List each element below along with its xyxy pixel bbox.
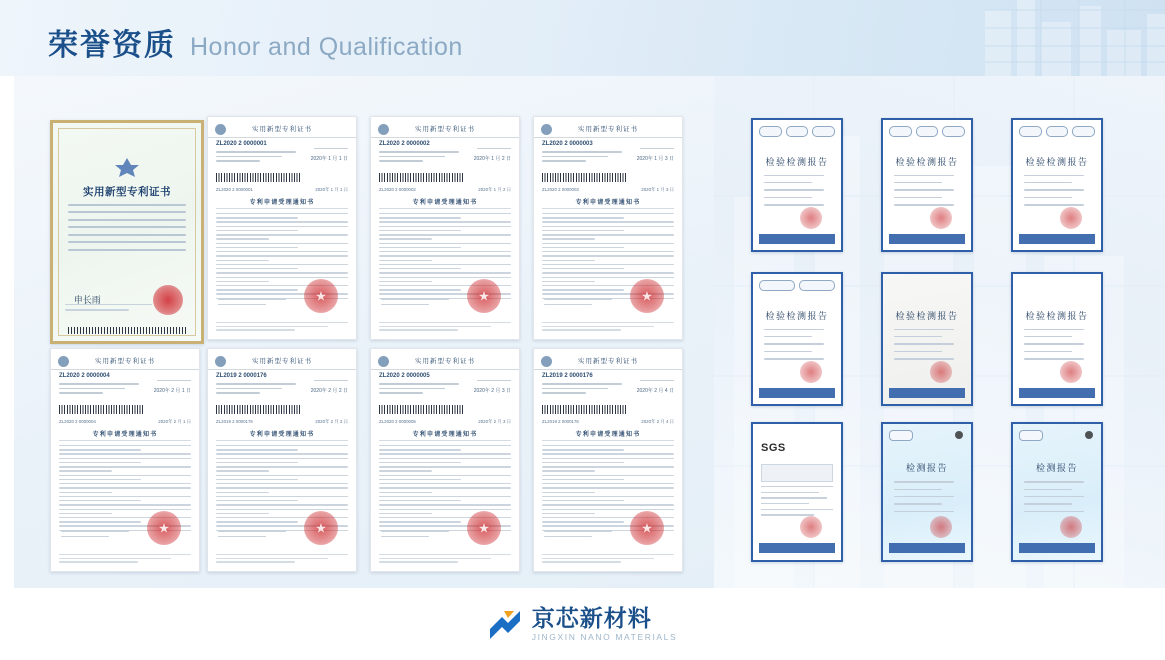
official-seal-icon — [147, 511, 181, 545]
official-seal-icon — [467, 511, 501, 545]
patent-barcode — [216, 173, 302, 182]
sheet-header-title: 实用新型专利证书 — [415, 126, 475, 133]
sgs-field-rows — [761, 486, 833, 520]
report-footer-band — [1019, 388, 1095, 398]
patent-date-text: 2020年 2 月 1 日 — [153, 388, 191, 395]
code-left: ZL2019 2 0000176 — [216, 419, 253, 424]
sgs-header-block — [761, 464, 833, 482]
patent-subtitle: 专利申请受理通知书 — [575, 200, 641, 206]
accreditation-logos — [1019, 126, 1095, 137]
divider — [216, 440, 348, 441]
patent-subtitle: 专利申请受理通知书 — [249, 432, 315, 438]
patent-date-text: 2020年 2 月 4 日 — [636, 388, 674, 395]
sheet-header — [208, 122, 356, 138]
patent-date-text: 2020年 2 月 3 日 — [473, 388, 511, 395]
code-left: ZL2020 2 0000001 — [216, 187, 253, 192]
report-field-rows — [894, 481, 963, 518]
patent-subtitle: 专利申请受理通知书 — [249, 200, 315, 206]
cma-logo-icon — [889, 126, 912, 137]
test-report-7[interactable] — [881, 422, 973, 562]
patent-code-row — [216, 187, 348, 193]
report-title: 检验检测报告 — [765, 311, 829, 322]
official-seal-icon — [304, 279, 338, 313]
sheet-header-title: 实用新型专利证书 — [415, 358, 475, 365]
code-right: 2020年 2 月 2 日 — [315, 419, 348, 424]
sheet-header — [534, 122, 682, 138]
report-field-rows — [894, 329, 963, 366]
patent-meta-lines — [542, 151, 622, 165]
patent-certificate-3[interactable] — [533, 116, 683, 340]
seal-dot-icon — [1085, 431, 1093, 439]
patent-code-row — [379, 187, 511, 193]
report-footer-band — [759, 388, 835, 398]
divider — [216, 208, 348, 209]
report-title: 检测报告 — [1035, 462, 1078, 473]
patent-date — [626, 145, 674, 162]
patent-barcode — [542, 405, 628, 414]
patent-date-text: 2020年 1 月 1 日 — [310, 156, 348, 163]
test-report-8[interactable] — [1011, 422, 1103, 562]
patent-barcode — [379, 173, 465, 182]
official-seal-icon — [630, 279, 664, 313]
cma-logo-icon — [759, 280, 795, 291]
report-footer-band — [1019, 234, 1095, 244]
report-footer-band — [1019, 543, 1095, 553]
certificate-utility-model[interactable] — [50, 120, 204, 344]
cma-logo-icon — [759, 126, 782, 137]
slide-body — [0, 76, 1165, 588]
report-field-rows — [1024, 329, 1093, 366]
official-seal-icon — [930, 207, 952, 229]
patent-code-row — [379, 419, 511, 425]
report-footer-band — [889, 234, 965, 244]
report-title: 检验检测报告 — [1025, 157, 1089, 168]
code-right: 2020年 2 月 1 日 — [158, 419, 191, 424]
sheet-header-title: 实用新型专利证书 — [252, 358, 312, 365]
company-logo — [0, 588, 1165, 660]
code-left: ZL2020 2 0000003 — [542, 187, 579, 192]
patent-number: ZL2019 2 0000176 — [542, 373, 593, 379]
sheet-header — [371, 122, 519, 138]
cnas-logo-icon — [1046, 126, 1069, 137]
code-right: 2020年 2 月 4 日 — [641, 419, 674, 424]
test-report-2[interactable] — [881, 118, 973, 252]
patent-meta-lines — [216, 383, 296, 397]
test-report-5[interactable] — [881, 272, 973, 406]
patent-date — [626, 377, 674, 394]
patent-code-row — [542, 187, 674, 193]
report-field-rows — [764, 329, 833, 366]
patent-date — [463, 145, 511, 162]
code-left: ZL2019 2 0000176 — [542, 419, 579, 424]
sheet-header — [371, 354, 519, 370]
page-title-cn: 荣誉资质 — [48, 29, 176, 62]
page-title-en: Honor and Qualification — [190, 33, 463, 61]
code-right: 2020年 1 月 1 日 — [315, 187, 348, 192]
patent-signature-lines — [381, 530, 449, 541]
test-report-4[interactable] — [751, 272, 843, 406]
patent-number: ZL2020 2 0000002 — [379, 141, 430, 147]
ilac-mra-logo-icon — [812, 126, 835, 137]
slide-header — [0, 0, 1165, 76]
patent-certificate-2[interactable] — [370, 116, 520, 340]
code-left: ZL2020 2 0000004 — [59, 419, 96, 424]
logo-name-en: JINGXIN NANO MATERIALS — [531, 631, 678, 642]
report-footer-band — [759, 543, 835, 553]
city-skyline-decoration — [835, 0, 1165, 76]
cnas-logo-icon — [889, 430, 913, 441]
report-field-rows — [764, 175, 833, 212]
certificate-barcode — [68, 327, 186, 334]
patent-footer-lines — [542, 322, 674, 333]
test-report-3[interactable] — [1011, 118, 1103, 252]
official-seal-icon — [800, 207, 822, 229]
report-title: 检测报告 — [905, 462, 948, 473]
test-report-sgs[interactable] — [751, 422, 843, 562]
cma-logo-icon — [1019, 126, 1042, 137]
test-report-1[interactable] — [751, 118, 843, 252]
patent-barcode — [216, 405, 302, 414]
report-footer-band — [759, 234, 835, 244]
patent-meta-lines — [542, 383, 622, 397]
sgs-logo-text: SGS — [761, 442, 786, 454]
slide-footer — [0, 588, 1165, 660]
code-right: 2020年 2 月 3 日 — [478, 419, 511, 424]
patent-footer-lines — [59, 554, 191, 565]
sheet-header — [208, 354, 356, 370]
official-seal-icon — [1060, 516, 1082, 538]
official-seal-icon — [304, 511, 338, 545]
official-seal-icon — [153, 285, 183, 315]
patent-certificate-6[interactable] — [370, 348, 520, 572]
official-seal-icon — [930, 516, 952, 538]
accreditation-logos — [759, 280, 835, 291]
patent-signature-lines — [218, 298, 286, 309]
report-field-rows — [1024, 481, 1093, 518]
report-field-rows — [894, 175, 963, 212]
patent-certificate-1[interactable] — [207, 116, 357, 340]
logo-text — [531, 604, 678, 642]
patent-subtitle: 专利申请受理通知书 — [412, 200, 478, 206]
divider — [379, 440, 511, 441]
patent-certificate-7[interactable] — [533, 348, 683, 572]
patent-number: ZL2019 2 0000176 — [216, 373, 267, 379]
code-left: ZL2020 2 0000005 — [379, 419, 416, 424]
report-footer-band — [889, 388, 965, 398]
patent-footer-lines — [216, 322, 348, 333]
logo-name-cn: 京芯新材料 — [531, 604, 652, 631]
patent-meta-lines — [379, 151, 459, 165]
official-seal-icon — [800, 361, 822, 383]
sheet-header-title: 实用新型专利证书 — [95, 358, 155, 365]
code-right: 2020年 1 月 3 日 — [641, 187, 674, 192]
patent-footer-lines — [379, 322, 511, 333]
patent-date-text: 2020年 1 月 3 日 — [636, 156, 674, 163]
national-emblem-icon — [112, 156, 142, 178]
patent-code-row — [59, 419, 191, 425]
code-left: ZL2020 2 0000002 — [379, 187, 416, 192]
patent-date — [463, 377, 511, 394]
report-title: 检验检测报告 — [765, 157, 829, 168]
patent-date-text: 2020年 2 月 2 日 — [310, 388, 348, 395]
patent-signature-lines — [544, 530, 612, 541]
report-title: 检验检测报告 — [895, 311, 959, 322]
logo-mark-icon — [488, 607, 522, 641]
report-title: 检验检测报告 — [895, 157, 959, 168]
patent-code-row — [216, 419, 348, 425]
patent-subtitle: 专利申请受理通知书 — [412, 432, 478, 438]
patent-meta-lines — [379, 383, 459, 397]
patent-meta-lines — [216, 151, 296, 165]
patent-meta-lines — [59, 383, 139, 397]
sheet-header — [534, 354, 682, 370]
patent-date — [300, 145, 348, 162]
report-title: 检验检测报告 — [1025, 311, 1089, 322]
code-right: 2020年 1 月 2 日 — [478, 187, 511, 192]
seal-dot-icon — [955, 431, 963, 439]
patent-code-row — [542, 419, 674, 425]
patent-footer-lines — [379, 554, 511, 565]
cnas-logo-icon — [1019, 430, 1043, 441]
patent-number: ZL2020 2 0000001 — [216, 141, 267, 147]
ilac-mra-logo-icon — [1072, 126, 1095, 137]
certificate-title: 实用新型专利证书 — [83, 186, 171, 199]
patent-subtitle: 专利申请受理通知书 — [575, 432, 641, 438]
patent-number: ZL2020 2 0000003 — [542, 141, 593, 147]
test-report-6[interactable] — [1011, 272, 1103, 406]
certificate-fields — [68, 204, 186, 257]
divider — [542, 208, 674, 209]
divider — [379, 208, 511, 209]
official-seal-icon — [1060, 361, 1082, 383]
official-seal-icon — [630, 511, 664, 545]
report-field-rows — [1024, 175, 1093, 212]
accreditation-logos — [889, 126, 965, 137]
patent-footer-lines — [216, 554, 348, 565]
report-footer-band — [889, 543, 965, 553]
patent-subtitle: 专利申请受理通知书 — [92, 432, 158, 438]
official-seal-icon — [467, 279, 501, 313]
sheet-header-title: 实用新型专利证书 — [252, 126, 312, 133]
page-title — [48, 20, 463, 64]
certificate-signature: 申长雨 — [73, 295, 101, 306]
divider — [542, 440, 674, 441]
cnas-logo-icon — [799, 280, 835, 291]
sheet-header — [51, 354, 199, 370]
cnas-logo-icon — [916, 126, 939, 137]
official-seal-icon — [800, 516, 822, 538]
patent-date-text: 2020年 1 月 2 日 — [473, 156, 511, 163]
patent-barcode — [379, 405, 465, 414]
ilac-mra-logo-icon — [942, 126, 965, 137]
official-seal-icon — [930, 361, 952, 383]
patent-date — [300, 377, 348, 394]
patent-signature-lines — [61, 530, 129, 541]
patent-certificate-5[interactable] — [207, 348, 357, 572]
patent-date — [143, 377, 191, 394]
patent-footer-lines — [542, 554, 674, 565]
patent-barcode — [59, 405, 145, 414]
cnas-logo-icon — [786, 126, 809, 137]
patent-number: ZL2020 2 0000004 — [59, 373, 110, 379]
patent-barcode — [542, 173, 628, 182]
sheet-header-title: 实用新型专利证书 — [578, 358, 638, 365]
patent-signature-lines — [544, 298, 612, 309]
official-seal-icon — [1060, 207, 1082, 229]
patent-signature-lines — [381, 298, 449, 309]
patent-signature-lines — [218, 530, 286, 541]
patent-certificate-4[interactable] — [50, 348, 200, 572]
accreditation-logos — [759, 126, 835, 137]
divider — [59, 440, 191, 441]
sheet-header-title: 实用新型专利证书 — [578, 126, 638, 133]
patent-number: ZL2020 2 0000005 — [379, 373, 430, 379]
